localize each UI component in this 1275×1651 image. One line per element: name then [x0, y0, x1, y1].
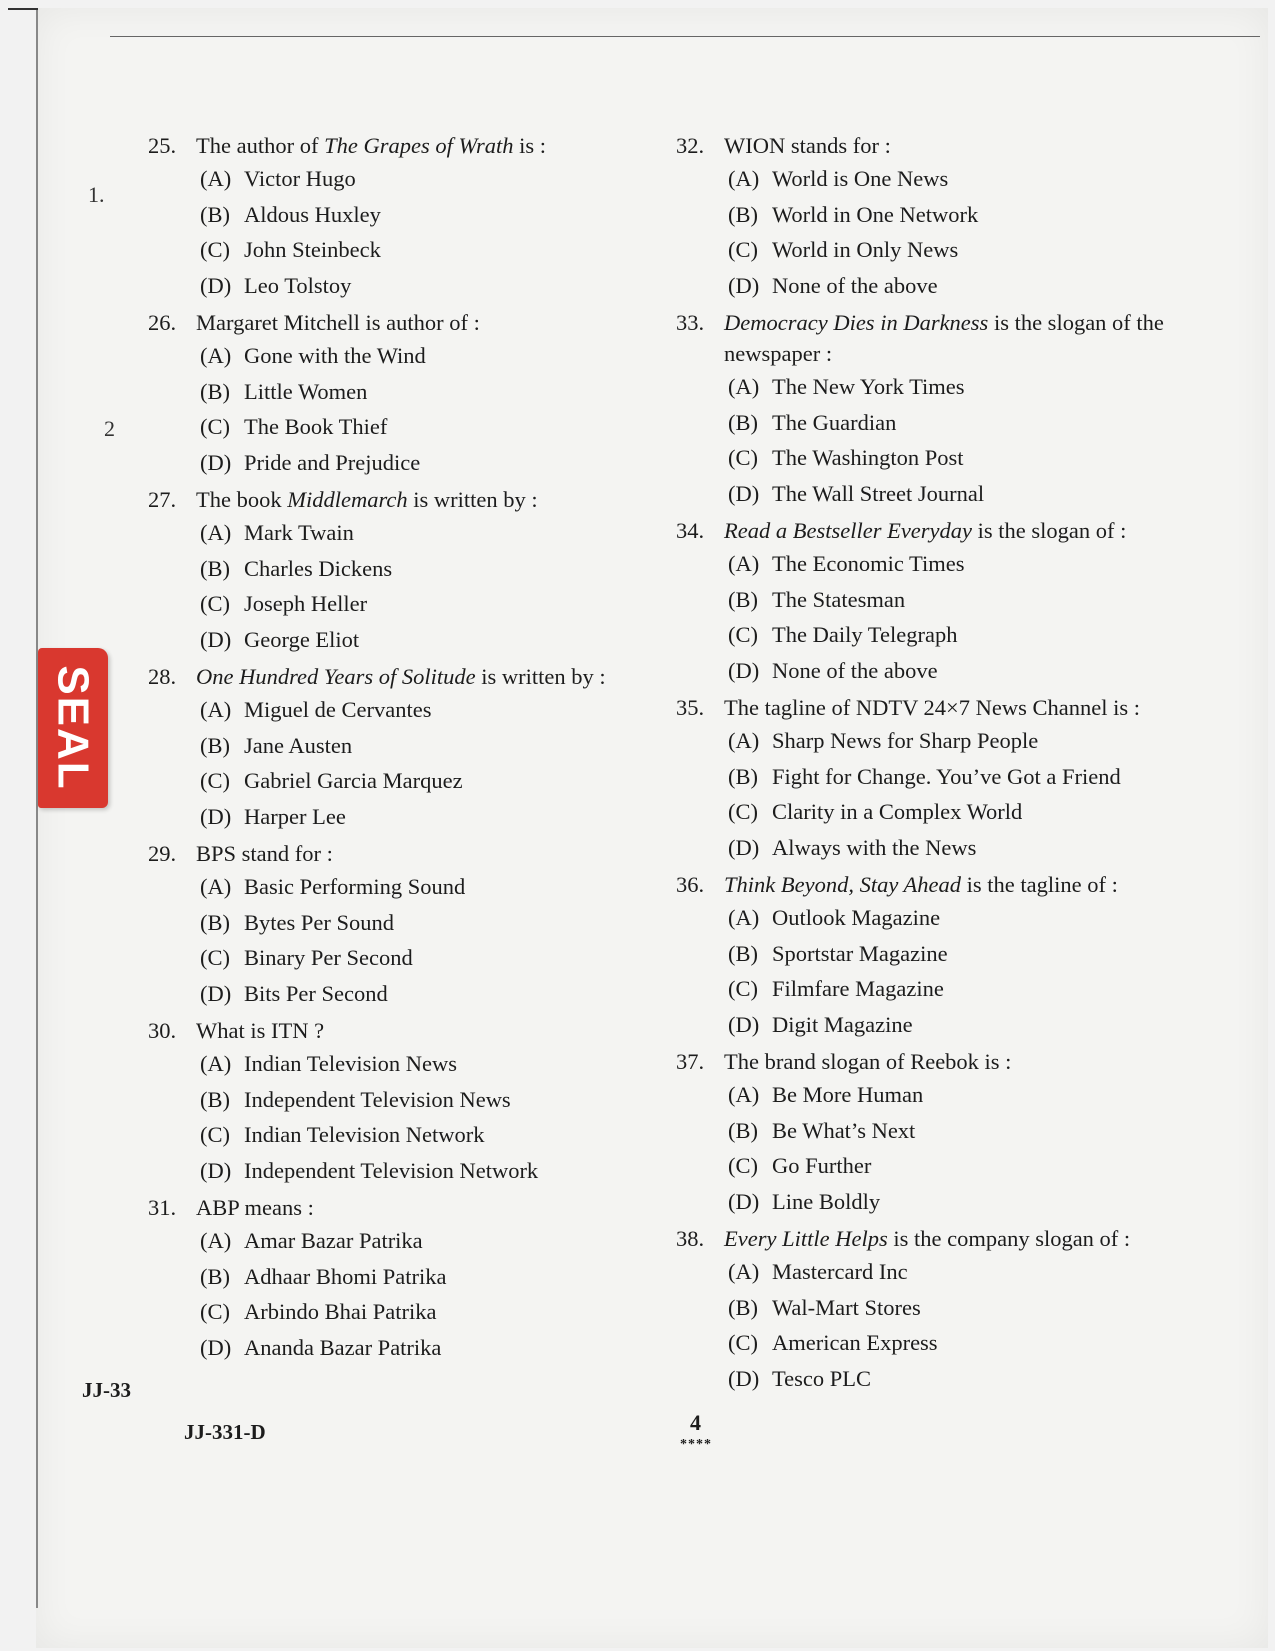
question-text-segment: What is ITN ?	[196, 1018, 325, 1043]
option-text: Harper Lee	[244, 803, 346, 829]
option-letter: (C)	[728, 445, 758, 470]
question-text	[196, 1015, 688, 1046]
question-text	[724, 515, 1216, 546]
option-letter: (D)	[728, 657, 760, 683]
option-text: George Eliot	[244, 626, 360, 652]
question-stem	[676, 1046, 1216, 1077]
options-list	[676, 1077, 1216, 1219]
option-b	[728, 1113, 1216, 1149]
question-number: 32.	[676, 133, 705, 158]
option-letter: (C)	[728, 799, 758, 824]
right-column	[676, 130, 1216, 1400]
question-number: 26.	[148, 310, 177, 335]
options-list	[676, 161, 1216, 303]
option-text: Independent Television Network	[244, 1157, 539, 1183]
option-letter: (C)	[200, 414, 230, 439]
option-letter: (D)	[200, 1157, 232, 1183]
option-text: Jane Austen	[244, 732, 353, 758]
question-stem	[148, 661, 688, 692]
page-number: 4	[690, 1410, 701, 1435]
option-d	[728, 1361, 1216, 1397]
option-letter: (C)	[200, 1299, 230, 1324]
option-a	[200, 869, 688, 905]
option-d	[728, 268, 1216, 304]
question-stem	[148, 307, 688, 338]
question-31	[148, 1192, 688, 1365]
option-letter: (B)	[200, 1086, 230, 1112]
question-title-italic: One Hundred Years of Solitude	[196, 664, 476, 689]
question-text-segment: is written by :	[475, 664, 606, 689]
option-d	[200, 445, 688, 481]
question-text-segment: Margaret Mitchell is author of :	[196, 310, 480, 335]
option-text: John Steinbeck	[244, 237, 381, 262]
seal-label: SEAL	[49, 665, 99, 791]
question-number: 25.	[148, 133, 177, 158]
option-letter: (B)	[200, 201, 230, 227]
option-a	[200, 1223, 688, 1259]
option-a	[200, 692, 688, 728]
option-letter: (D)	[728, 1011, 760, 1037]
option-letter: (A)	[728, 1082, 760, 1107]
question-stem	[676, 1223, 1216, 1254]
option-d	[200, 1330, 688, 1366]
option-text: The Guardian	[772, 409, 897, 435]
option-letter: (C)	[200, 1122, 230, 1147]
option-text: Line Boldly	[772, 1188, 881, 1214]
option-c	[200, 1294, 688, 1330]
question-stem	[676, 307, 1216, 369]
question-number: 30.	[148, 1018, 177, 1043]
question-text-segment: The author of	[196, 133, 325, 158]
option-text: Bits Per Second	[244, 980, 388, 1006]
question-stem	[676, 130, 1216, 161]
question-text	[196, 661, 688, 692]
option-letter: (A)	[728, 551, 760, 576]
option-letter: (B)	[728, 1117, 758, 1143]
corner-mark	[8, 8, 38, 10]
question-36	[676, 869, 1216, 1042]
option-text: World in One Network	[772, 201, 979, 227]
option-letter: (B)	[728, 201, 758, 227]
paper-code: JJ-331-D	[184, 1420, 266, 1444]
option-text: Binary Per Second	[244, 945, 413, 970]
option-text: Ananda Bazar Patrika	[244, 1334, 442, 1360]
option-text: The Economic Times	[772, 551, 965, 576]
option-b	[728, 582, 1216, 618]
option-text: Joseph Heller	[244, 591, 368, 616]
option-letter: (A)	[728, 1259, 760, 1284]
question-title-italic: Democracy Dies in Darkness	[724, 310, 989, 335]
question-30	[148, 1015, 688, 1188]
question-stem	[148, 1192, 688, 1223]
option-text: Gone with the Wind	[244, 343, 426, 368]
question-title-italic: The Grapes of Wrath	[324, 133, 514, 158]
option-text: Leo Tolstoy	[244, 272, 352, 298]
option-text: Go Further	[772, 1153, 872, 1178]
option-text: Mastercard Inc	[772, 1259, 908, 1284]
question-32	[676, 130, 1216, 303]
question-text	[724, 307, 1216, 369]
question-text-segment: is written by :	[407, 487, 538, 512]
option-c	[728, 971, 1216, 1007]
option-c	[728, 794, 1216, 830]
option-text: Clarity in a Complex World	[772, 799, 1023, 824]
option-text: The Wall Street Journal	[772, 480, 985, 506]
option-letter: (A)	[200, 166, 232, 191]
option-letter: (D)	[200, 449, 232, 475]
option-b	[728, 759, 1216, 795]
options-list	[148, 1223, 688, 1365]
option-letter: (D)	[200, 626, 232, 652]
option-text: The Book Thief	[244, 414, 388, 439]
question-35	[676, 692, 1216, 865]
option-text: Arbindo Bhai Patrika	[244, 1299, 437, 1324]
option-c	[200, 763, 688, 799]
options-list	[676, 900, 1216, 1042]
option-letter: (C)	[728, 976, 758, 1001]
options-list	[148, 338, 688, 480]
question-text-segment: WION stands for :	[724, 133, 891, 158]
question-stem	[148, 130, 688, 161]
question-title-italic: Think Beyond, Stay Ahead	[724, 872, 962, 897]
page-edge	[36, 8, 38, 1608]
options-list	[148, 515, 688, 657]
option-c	[200, 232, 688, 268]
option-text: Indian Television News	[244, 1051, 457, 1076]
option-text: Indian Television Network	[244, 1122, 485, 1147]
option-c	[200, 1117, 688, 1153]
question-38	[676, 1223, 1216, 1396]
option-b	[200, 728, 688, 764]
option-d	[728, 830, 1216, 866]
option-d	[728, 1007, 1216, 1043]
question-33	[676, 307, 1216, 511]
option-text: Sharp News for Sharp People	[772, 728, 1039, 753]
question-text-segment: BPS stand for :	[196, 841, 333, 866]
option-b	[200, 374, 688, 410]
option-letter: (A)	[200, 697, 232, 722]
options-list	[148, 869, 688, 1011]
option-letter: (C)	[200, 591, 230, 616]
option-letter: (B)	[200, 555, 230, 581]
option-letter: (D)	[200, 1334, 232, 1360]
question-number: 29.	[148, 841, 177, 866]
option-text: Adhaar Bhomi Patrika	[244, 1263, 447, 1289]
option-letter: (B)	[728, 1294, 758, 1320]
footer-stars: ****	[680, 1437, 712, 1452]
question-stem	[148, 838, 688, 869]
option-letter: (A)	[200, 1228, 232, 1253]
option-letter: (D)	[200, 803, 232, 829]
option-text: Mark Twain	[244, 520, 354, 545]
option-b	[200, 1082, 688, 1118]
option-letter: (B)	[200, 732, 230, 758]
question-34	[676, 515, 1216, 688]
option-d	[728, 1184, 1216, 1220]
option-text: Filmfare Magazine	[772, 976, 944, 1001]
option-letter: (D)	[200, 272, 232, 298]
option-a	[200, 338, 688, 374]
top-rule	[110, 36, 1260, 37]
option-b	[728, 197, 1216, 233]
option-letter: (B)	[200, 1263, 230, 1289]
option-letter: (C)	[728, 1330, 758, 1355]
option-c	[200, 409, 688, 445]
question-number: 37.	[676, 1049, 705, 1074]
option-c	[200, 940, 688, 976]
question-text-segment: The brand slogan of Reebok is :	[724, 1049, 1012, 1074]
option-letter: (C)	[200, 768, 230, 793]
options-list	[676, 723, 1216, 865]
option-letter: (B)	[200, 909, 230, 935]
option-b	[728, 1290, 1216, 1326]
option-text: Digit Magazine	[772, 1011, 913, 1037]
option-letter: (A)	[200, 874, 232, 899]
option-letter: (C)	[200, 945, 230, 970]
option-text: Wal-Mart Stores	[772, 1294, 921, 1320]
options-list	[676, 1254, 1216, 1396]
option-c	[200, 586, 688, 622]
option-text: Little Women	[244, 378, 368, 404]
question-text	[196, 484, 688, 515]
question-text	[196, 307, 688, 338]
option-d	[200, 268, 688, 304]
question-text-segment: is the slogan of the newspaper :	[724, 310, 1164, 366]
option-letter: (D)	[200, 980, 232, 1006]
question-title-italic: Every Little Helps	[724, 1226, 888, 1251]
option-text: The Statesman	[772, 586, 906, 612]
side-code: JJ-33	[82, 1378, 131, 1402]
seal-sticker	[38, 648, 108, 808]
margin-number-2: 2	[104, 416, 115, 441]
option-text: The Washington Post	[772, 445, 964, 470]
question-text	[196, 838, 688, 869]
option-text: None of the above	[772, 657, 938, 683]
option-d	[200, 622, 688, 658]
question-28	[148, 661, 688, 834]
option-text: Amar Bazar Patrika	[244, 1228, 423, 1253]
option-c	[728, 440, 1216, 476]
question-number: 33.	[676, 310, 705, 335]
option-text: American Express	[772, 1330, 938, 1355]
option-a	[728, 1077, 1216, 1113]
option-letter: (B)	[200, 378, 230, 404]
option-letter: (B)	[728, 586, 758, 612]
option-text: Sportstar Magazine	[772, 940, 948, 966]
question-text-segment: ABP means :	[196, 1195, 314, 1220]
question-number: 35.	[676, 695, 705, 720]
option-a	[728, 1254, 1216, 1290]
option-text: Independent Television News	[244, 1086, 511, 1112]
option-text: The Daily Telegraph	[772, 622, 958, 647]
question-stem	[148, 1015, 688, 1046]
question-text-segment: is :	[513, 133, 546, 158]
option-b	[200, 905, 688, 941]
option-text: World in Only News	[772, 237, 959, 262]
option-b	[200, 1259, 688, 1295]
option-letter: (D)	[728, 1365, 760, 1391]
option-c	[728, 232, 1216, 268]
option-text: Fight for Change. You’ve Got a Friend	[772, 763, 1121, 789]
option-a	[728, 161, 1216, 197]
option-letter: (C)	[728, 237, 758, 262]
question-stem	[676, 869, 1216, 900]
question-number: 36.	[676, 872, 705, 897]
question-text	[724, 869, 1216, 900]
option-text: Pride and Prejudice	[244, 449, 421, 475]
option-b	[728, 936, 1216, 972]
option-letter: (B)	[728, 940, 758, 966]
option-letter: (C)	[728, 622, 758, 647]
question-25	[148, 130, 688, 303]
question-stem	[676, 515, 1216, 546]
question-number: 34.	[676, 518, 705, 543]
option-letter: (B)	[728, 409, 758, 435]
question-text-segment: is the company slogan of :	[887, 1226, 1131, 1251]
option-letter: (A)	[728, 905, 760, 930]
option-letter: (A)	[200, 520, 232, 545]
option-letter: (C)	[200, 237, 230, 262]
question-text	[724, 692, 1216, 723]
question-text-segment: is the tagline of :	[961, 872, 1118, 897]
option-text: Tesco PLC	[772, 1365, 872, 1391]
question-stem	[676, 692, 1216, 723]
option-d	[200, 799, 688, 835]
question-text	[724, 1046, 1216, 1077]
option-a	[728, 723, 1216, 759]
question-26	[148, 307, 688, 480]
options-list	[676, 369, 1216, 511]
option-text: Gabriel Garcia Marquez	[244, 768, 463, 793]
option-text: World is One News	[772, 166, 949, 191]
question-number: 27.	[148, 487, 177, 512]
question-29	[148, 838, 688, 1011]
option-text: Always with the News	[772, 834, 977, 860]
option-text: Basic Performing Sound	[244, 874, 466, 899]
question-title-italic: Middlemarch	[287, 487, 408, 512]
option-c	[728, 617, 1216, 653]
option-b	[200, 551, 688, 587]
option-b	[728, 405, 1216, 441]
option-letter: (B)	[728, 763, 758, 789]
option-c	[728, 1325, 1216, 1361]
question-text	[724, 130, 1216, 161]
option-letter: (C)	[728, 1153, 758, 1178]
option-text: Be What’s Next	[772, 1117, 916, 1143]
option-c	[728, 1148, 1216, 1184]
options-list	[148, 1046, 688, 1188]
option-letter: (D)	[728, 1188, 760, 1214]
question-number: 38.	[676, 1226, 705, 1251]
question-37	[676, 1046, 1216, 1219]
option-text: Charles Dickens	[244, 555, 393, 581]
option-letter: (A)	[200, 1051, 232, 1076]
option-letter: (A)	[728, 728, 760, 753]
question-number: 31.	[148, 1195, 177, 1220]
option-letter: (D)	[728, 272, 760, 298]
question-stem	[148, 484, 688, 515]
option-text: Outlook Magazine	[772, 905, 941, 930]
option-b	[200, 197, 688, 233]
option-letter: (A)	[728, 166, 760, 191]
option-letter: (A)	[200, 343, 232, 368]
option-d	[728, 476, 1216, 512]
option-text: None of the above	[772, 272, 938, 298]
question-text	[724, 1223, 1216, 1254]
option-a	[200, 161, 688, 197]
option-text: Victor Hugo	[244, 166, 356, 191]
option-a	[728, 900, 1216, 936]
option-letter: (A)	[728, 374, 760, 399]
margin-number-1: 1.	[88, 182, 105, 207]
question-27	[148, 484, 688, 657]
question-text	[196, 130, 688, 161]
options-list	[148, 161, 688, 303]
options-list	[148, 692, 688, 834]
option-text: Be More Human	[772, 1082, 924, 1107]
question-text-segment: The book	[196, 487, 288, 512]
option-letter: (D)	[728, 834, 760, 860]
question-number: 28.	[148, 664, 177, 689]
option-d	[728, 653, 1216, 689]
option-text: Bytes Per Sound	[244, 909, 395, 935]
options-list	[676, 546, 1216, 688]
question-title-italic: Read a Bestseller Everyday	[724, 518, 973, 543]
option-text: The New York Times	[772, 374, 965, 399]
left-column	[148, 130, 688, 1369]
option-a	[200, 515, 688, 551]
option-text: Miguel de Cervantes	[244, 697, 432, 722]
question-text-segment: is the slogan of :	[972, 518, 1127, 543]
option-a	[728, 546, 1216, 582]
question-text-segment: The tagline of NDTV 24×7 News Channel is :	[724, 695, 1140, 720]
option-d	[200, 976, 688, 1012]
option-a	[200, 1046, 688, 1082]
option-text: Aldous Huxley	[244, 201, 381, 227]
question-text	[196, 1192, 688, 1223]
option-letter: (D)	[728, 480, 760, 506]
option-d	[200, 1153, 688, 1189]
option-a	[728, 369, 1216, 405]
